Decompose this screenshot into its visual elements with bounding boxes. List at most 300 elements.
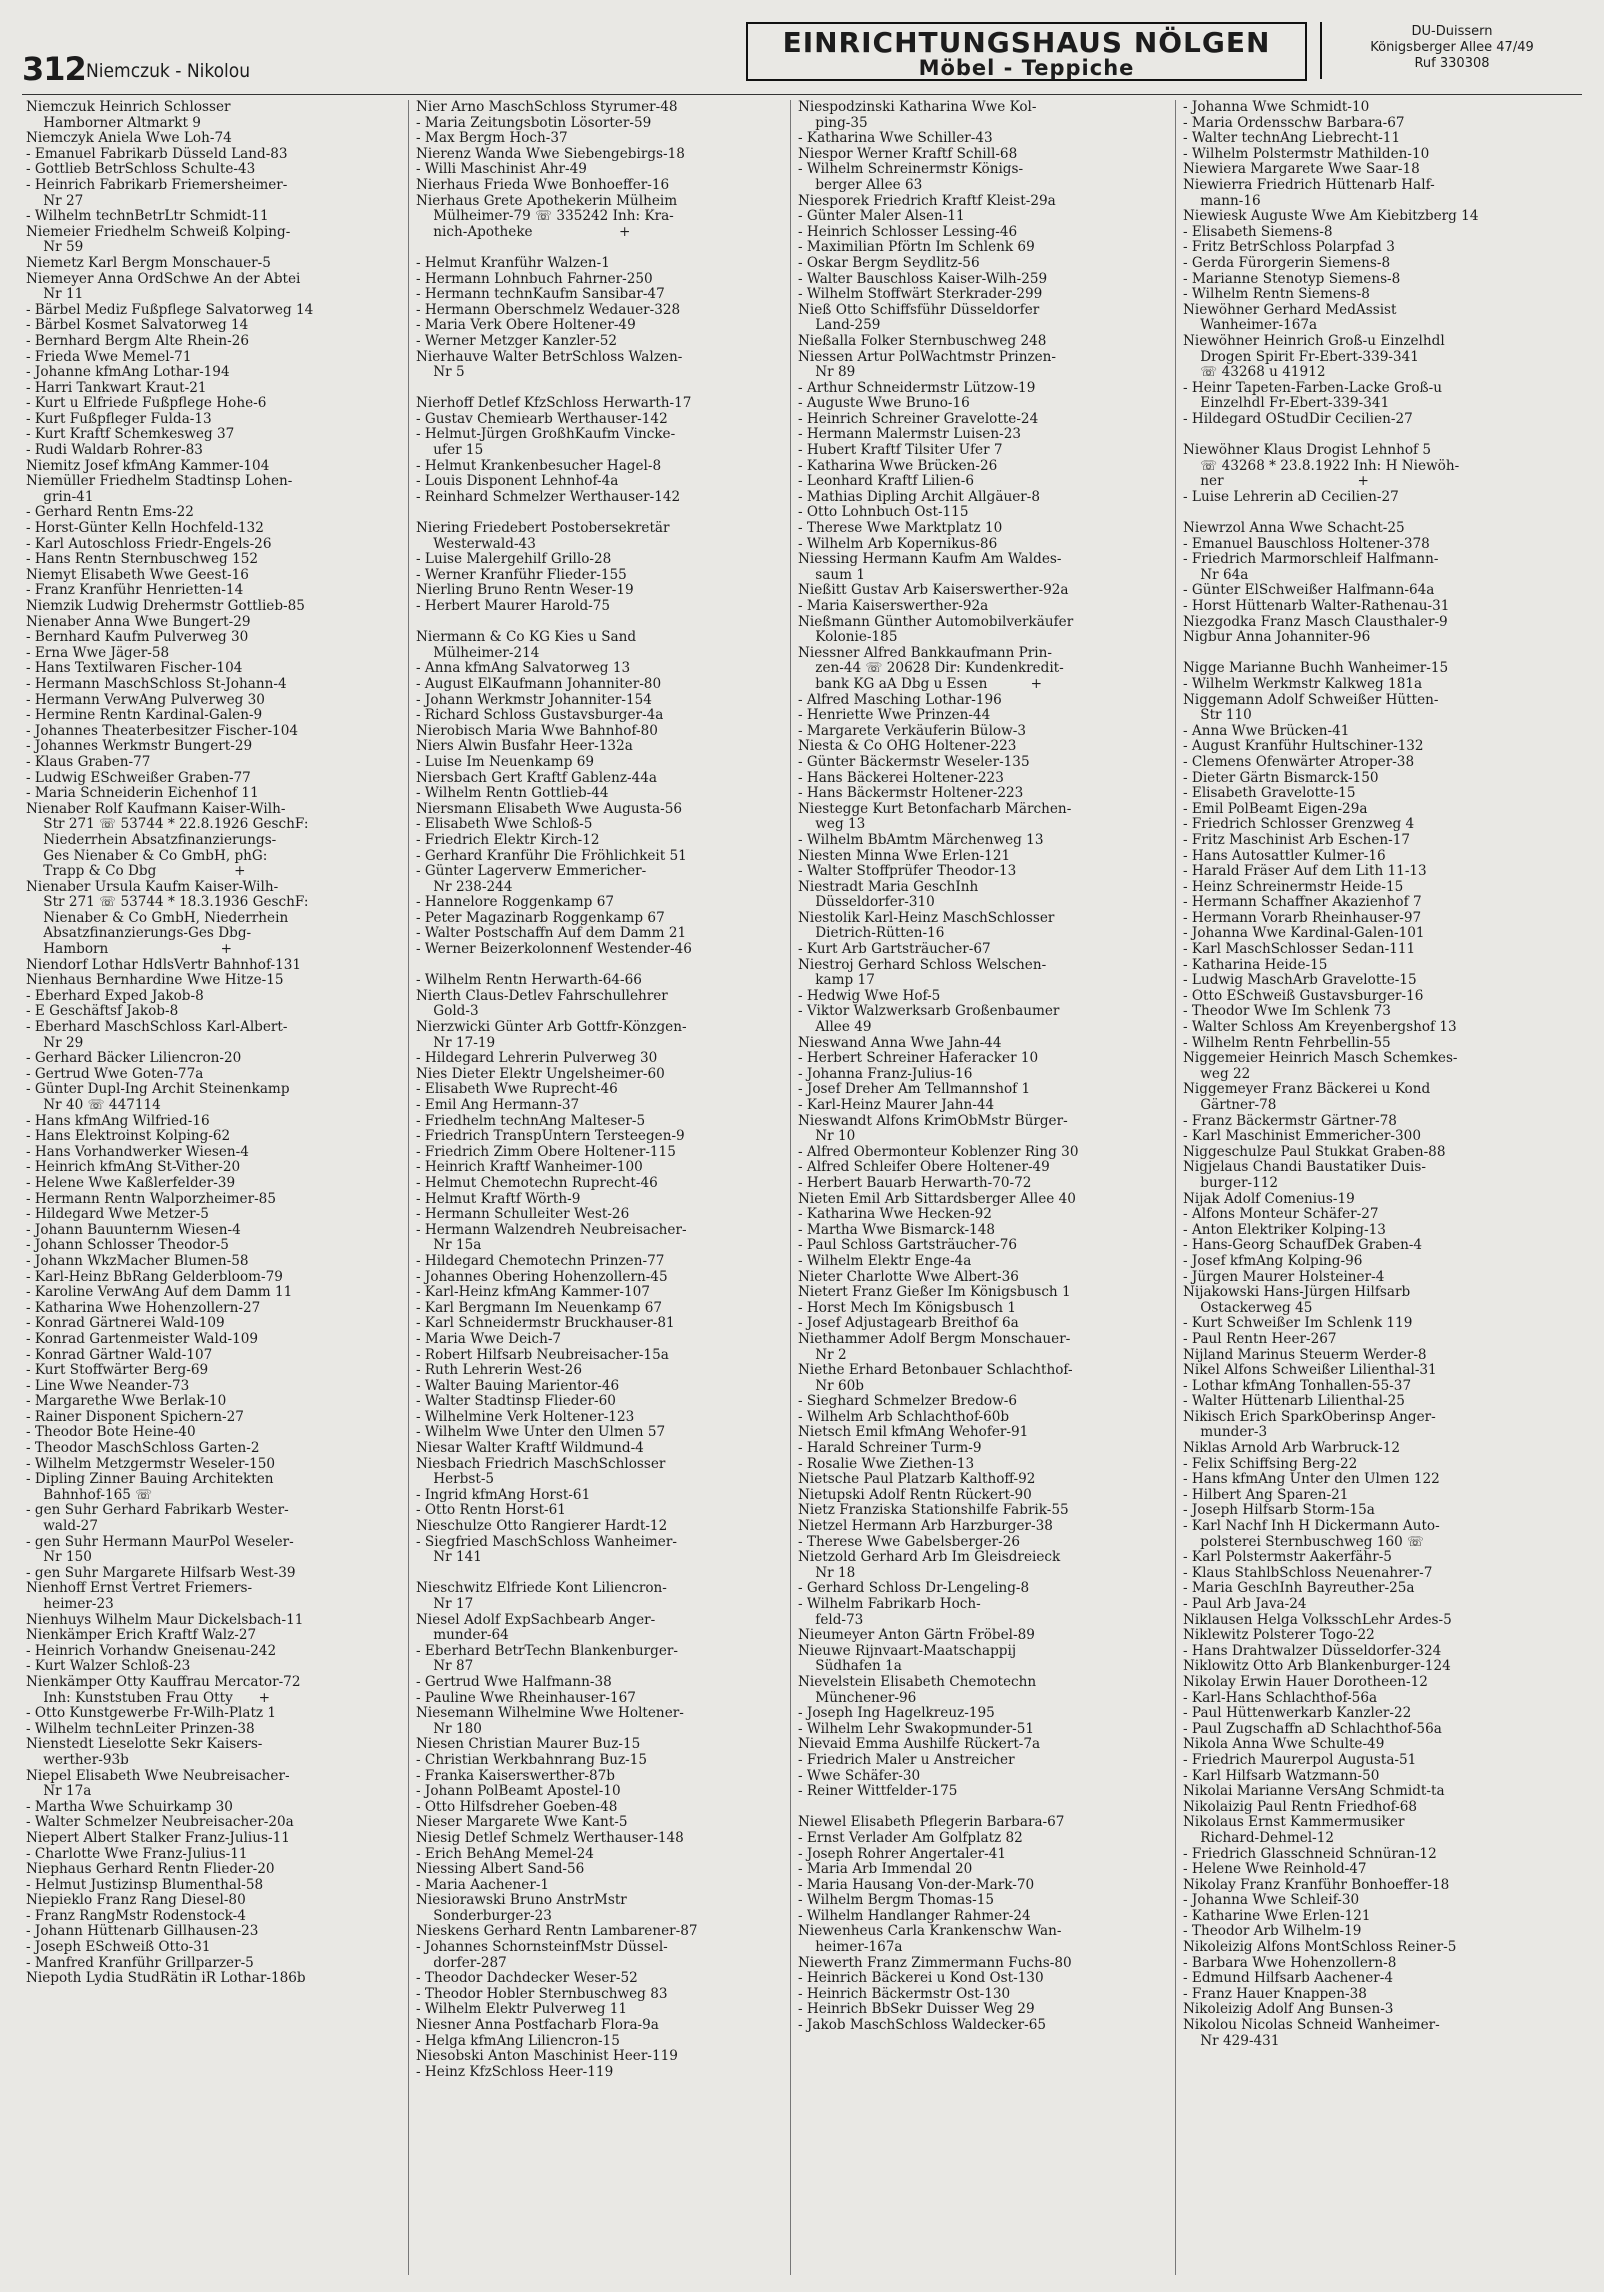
directory-entry-line: Nr 60b [798,1377,864,1394]
directory-entry-line: - Ruth Lehrerin West-26 [416,1362,582,1379]
directory-entry-line: Nietzold Gerhard Arb Im Gleisdreieck [798,1549,1061,1566]
directory-entry-line: - Hermann Lohnbuch Fahrner-250 [416,270,653,287]
directory-entry-line: - Helmut Kraftf Wörth-9 [416,1190,581,1207]
directory-entry-line: - Gustav Chemiearb Werthauser-142 [416,410,668,427]
directory-entry-line: - Auguste Wwe Bruno-16 [798,395,970,412]
directory-entry-line: Niesten Minna Wwe Erlen-121 [798,847,1011,864]
directory-entry-line: - Günter Maler Alsen-11 [798,208,965,225]
directory-entry-line: - Katharina Wwe Hecken-92 [798,1206,992,1223]
directory-entry-line: - Clemens Ofenwärter Atroper-38 [1183,753,1415,770]
ad-title: EINRICHTUNGSHAUS NÖLGEN [782,26,1271,59]
directory-entry-line: - Harri Tankwart Kraut-21 [26,379,207,396]
directory-entry-line: - Hans Textilwaren Fischer-104 [26,660,243,677]
directory-entry-line: Niklewitz Polsterer Togo-22 [1183,1627,1375,1644]
directory-entry-line: - Walter Schloss Am Kreyenbergshof 13 [1183,1019,1457,1036]
directory-entry-line: - Kurt Arb Gartsträucher-67 [798,941,991,958]
directory-entry-line: feld-73 [798,1611,864,1628]
directory-entry-line: - Paul Schloss Gartsträucher-76 [798,1237,1017,1254]
directory-entry-line: - Anton Elektriker Kolping-13 [1183,1221,1386,1238]
directory-entry-line: Nr 141 [416,1549,482,1566]
directory-entry-line: - Maximilian Pförtn Im Schlenk 69 [798,239,1035,256]
directory-entry-line: Nikoleizig Alfons MontSchloss Reiner-5 [1183,1939,1457,1956]
directory-entry-line: - Hermann Malermstr Luisen-23 [798,426,1021,443]
directory-entry-line: mann-16 [1183,192,1261,209]
directory-entry-line: Ges Nienaber & Co GmbH, phG: [26,847,268,864]
directory-entry-line: - Karl Polstermstr Aakerfähr-5 [1183,1549,1392,1566]
directory-entry-line: - Walter Bauing Marientor-46 [416,1377,620,1394]
directory-entry-line: - Josef Dreher Am Tellmannshof 1 [798,1081,1031,1098]
directory-entry-line: Münchener-96 [798,1689,917,1706]
directory-entry-line: Nr 150 [26,1549,92,1566]
directory-entry-line: - Kurt Kraftf Schemkesweg 37 [26,426,235,443]
directory-entry-line: Niewöhner Klaus Drogist Lehnhof 5 [1183,442,1432,459]
directory-entry-line: Nießitt Gustav Arb Kaiserswerther-92a [798,582,1069,599]
directory-entry-line: Dietrich-Rütten-16 [798,925,945,942]
directory-entry-line: - Johann Hüttenarb Gillhausen-23 [26,1923,259,1940]
directory-entry-line: Nievaid Emma Aushilfe Rückert-7a [798,1736,1041,1753]
directory-entry-line: - Rainer Disponent Spichern-27 [26,1408,244,1425]
directory-entry-line: - Luise Im Neuenkamp 69 [416,753,595,770]
directory-entry-line: Nierth Claus-Detlev Fahrschullehrer [416,987,668,1004]
directory-entry-line: - Helmut-Jürgen GroßhKaufm Vincke- [416,426,676,443]
directory-entry-line: Niendorf Lothar HdlsVertr Bahnhof-131 [26,956,302,973]
directory-entry-line: Nigjelaus Chandi Baustatiker Duis- [1183,1159,1426,1176]
directory-entry-line: - Erna Wwe Jäger-58 [26,644,170,661]
directory-entry-line: Richard-Dehmel-12 [1183,1829,1335,1846]
directory-entry-line: - Kurt u Elfriede Fußpflege Hohe-6 [26,395,267,412]
directory-entry-line: Niesner Anna Postfacharb Flora-9a [416,2017,659,2034]
directory-entry-line: - Heinrich Schlosser Lessing-46 [798,223,1018,240]
directory-entry-line: - Friedrich Marmorschleif Halfmann- [1183,551,1439,568]
directory-entry-line: - Joseph Hilfsarb Storm-15a [1183,1502,1375,1519]
directory-entry-line: Nieswandt Alfons KrimObMstr Bürger- [798,1112,1068,1129]
directory-entry-line: - Wilhelm Rentn Fehrbellin-55 [1183,1034,1391,1051]
directory-entry-line: Niesporek Friedrich Kraftf Kleist-29a [798,192,1056,209]
directory-entry-line: - Elisabeth Siemens-8 [1183,223,1333,240]
directory-entry-line: - Dipling Zinner Bauing Architekten [26,1471,274,1488]
directory-entry-line: Nienaber & Co GmbH, Niederrhein [26,909,289,926]
directory-entry-line: - Karl MaschSchlosser Sedan-111 [1183,941,1416,958]
directory-entry-line: - Wilhelm Rentn Gottlieb-44 [416,785,609,802]
directory-entry-line: - Wilhelm Rentn Siemens-8 [1183,286,1370,303]
directory-entry-line: - Friedrich Elektr Kirch-12 [416,831,600,848]
directory-entry-line: Niklowitz Otto Arb Blankenburger-124 [1183,1658,1451,1675]
directory-entry-line: Niestroj Gerhard Schloss Welschen- [798,956,1047,973]
directory-entry-line: Niemüller Friedhelm Stadtinsp Lohen- [26,473,293,490]
ad-city: DU-Duissern [1411,24,1493,39]
directory-entry-line: - gen Suhr Gerhard Fabrikarb Wester- [26,1502,289,1519]
directory-entry-line: Niesemann Wilhelmine Wwe Holtener- [416,1705,684,1722]
directory-entry-line: Herbst-5 [416,1471,495,1488]
directory-entry-line: Nierhaus Frieda Wwe Bonhoeffer-16 [416,176,670,193]
directory-entry-line: - Otto ESchweiß Gustavsburger-16 [1183,987,1424,1004]
directory-entry-line: - Ernst Verlader Am Golfplatz 82 [798,1829,1023,1846]
directory-entry-line: Nr 59 [26,239,84,256]
directory-entry-line: - Dieter Gärtn Bismarck-150 [1183,769,1379,786]
directory-entry-line: - Robert Hilfsarb Neubreisacher-15a [416,1346,669,1363]
directory-entry-line: Niggemann Adolf Schweißer Hütten- [1183,691,1439,708]
directory-entry-line: - Friedrich Schlosser Grenzweg 4 [1183,816,1415,833]
directory-entry-line: Nienaber Ursula Kaufm Kaiser-Wilh- [26,878,279,895]
directory-entry-line: Nijland Marinus Steuerm Werder-8 [1183,1346,1427,1363]
directory-entry-line: - Jakob MaschSchloss Waldecker-65 [798,2017,1047,2034]
directory-entry-line: Niesiorawski Bruno AnstrMstr [416,1892,627,1909]
directory-entry-line: Nijakowski Hans-Jürgen Hilfsarb [1183,1284,1411,1301]
directory-entry-line: - Johann Schlosser Theodor-5 [26,1237,229,1254]
directory-entry-line: Niestradt Maria GeschInh [798,878,979,895]
directory-entry-line: Nieschwitz Elfriede Kont Liliencron- [416,1580,667,1597]
directory-entry-line [416,381,791,397]
directory-entry-line: - Gerhard Rentn Ems-22 [26,504,194,521]
directory-entry-line: - Friedrich TranspUntern Tersteegen-9 [416,1128,685,1145]
directory-entry-line: Niemeyer Anna OrdSchwe An der Abtei [26,270,301,287]
directory-entry-line: Mülheimer-214 [416,644,540,661]
directory-entry-line: - Max Bergm Hoch-37 [416,130,568,147]
directory-entry-line: - Barbara Wwe Hohenzollern-8 [1183,1954,1397,1971]
directory-entry-line: - Wilhelm technLeiter Prinzen-38 [26,1720,255,1737]
directory-entry-line: Nienhuys Wilhelm Maur Dickelsbach-11 [26,1611,304,1628]
directory-entry-line: - Theodor Arb Wilhelm-19 [1183,1923,1362,1940]
directory-entry-line: - Heinrich kfmAng St-Vither-20 [26,1159,241,1176]
directory-entry-line: - Wilhelm Wwe Unter den Ulmen 57 [416,1424,666,1441]
directory-entry-line: - Hans Elektroinst Kolping-62 [26,1128,231,1145]
directory-entry-line: - Hermann VerwAng Pulverweg 30 [26,691,265,708]
directory-entry-line: munder-3 [1183,1424,1268,1441]
directory-entry-line: burger-112 [1183,1174,1279,1191]
directory-entry-line: - Konrad Gärtner Wald-107 [26,1346,213,1363]
directory-entry-line: Nikolay Erwin Hauer Dorotheen-12 [1183,1673,1428,1690]
directory-entry-line: Niggemeier Heinrich Masch Schemkes- [1183,1050,1458,1067]
directory-entry-line: Inh: Kunststuben Frau Otty + [26,1689,271,1706]
directory-entry-line: zen-44 ☏ 20628 Dir: Kundenkredit- [798,660,1064,677]
directory-entry-line: - Fritz Maschinist Arb Eschen-17 [1183,831,1411,848]
directory-entry-line: - E Geschäftsf Jakob-8 [26,1003,179,1020]
directory-entry-line: heimer-23 [26,1596,114,1612]
directory-entry-line: Absatzfinanzierungs-Ges Dbg- [26,925,252,942]
column-3 [798,100,1173,2280]
directory-entry-line: - Maria Verk Obere Holtener-49 [416,317,636,334]
directory-entry-line: - Heinr Tapeten-Farben-Lacke Groß-u [1183,379,1442,396]
directory-entry-line: Gärtner-78 [1183,1097,1277,1113]
directory-entry-line: - Helmut Kranführ Walzen-1 [416,254,610,271]
directory-entry-line: - Hans Vorhandwerker Wiesen-4 [26,1143,249,1160]
directory-entry-line: - Elisabeth Wwe Schloß-5 [416,816,593,833]
directory-entry-line: - Manfred Kranführ Grillparzer-5 [26,1954,254,1971]
directory-entry-line: Drogen Spirit Fr-Ebert-339-341 [1183,348,1419,365]
directory-entry-line: - Bernhard Kaufm Pulverweg 30 [26,629,249,646]
directory-entry-line: - Johannes Theaterbesitzer Fischer-104 [26,722,299,739]
directory-entry-line: Nierzwicki Günter Arb Gottfr-Könzgen- [416,1019,687,1036]
directory-entry-line: saum 1 [798,566,865,583]
directory-entry-line: - Harald Fräser Auf dem Lith 11-13 [1183,863,1427,880]
directory-entry-line: ☏ 43268 u 41912 [1183,364,1326,381]
directory-entry-line: - Viktor Walzwerksarb Großenbaumer [798,1003,1060,1020]
directory-entry-line: Nievelstein Elisabeth Chemotechn [798,1673,1037,1690]
directory-entry-line: Ostackerweg 45 [1183,1299,1313,1316]
directory-entry-line: - Alfred Schleifer Obere Holtener-49 [798,1159,1050,1176]
directory-entry-line: - Werner Kranführ Flieder-155 [416,566,627,583]
directory-entry-line: Nikolou Nicolas Schneid Wanheimer- [1183,2017,1440,2034]
directory-entry-line: - Walter Postschaffn Auf dem Damm 21 [416,925,687,942]
directory-entry-line: kamp 17 [798,972,875,989]
directory-entry-line: - Wilhelm Polstermstr Mathilden-10 [1183,145,1430,162]
directory-entry-line: - Hermann Vorarb Rheinhauser-97 [1183,909,1422,926]
directory-entry-line: Nieser Margarete Wwe Kant-5 [416,1814,628,1831]
directory-entry-line: Nietupski Adolf Rentn Rückert-90 [798,1486,1032,1503]
directory-entry-line: Niewel Elisabeth Pflegerin Barbara-67 [798,1814,1065,1831]
directory-entry-line: - Maria Ordensschw Barbara-67 [1183,114,1405,131]
directory-entry-line: Niepoth Lydia StudRätin iR Lothar-186b [26,1970,306,1987]
directory-entry-line: - Erich BehAng Memel-24 [416,1845,594,1862]
directory-entry-line: - Katharina Wwe Hohenzollern-27 [26,1299,261,1316]
directory-entry-line: - Hans kfmAng Unter den Ulmen 122 [1183,1471,1440,1488]
directory-entry-line: Str 271 ☏ 53744 * 22.8.1926 GeschF: [26,816,309,833]
directory-entry-line: Niggeschulze Paul Stukkat Graben-88 [1183,1143,1446,1160]
directory-entry-line: Niederrhein Absatzfinanzierungs- [26,831,277,848]
directory-entry-line: Niggemeyer Franz Bäckerei u Kond [1183,1081,1431,1098]
directory-entry-line: Wanheimer-167a [1183,317,1318,334]
directory-entry-line: Nr 238-244 [416,878,513,895]
directory-entry-line: - Hannelore Roggenkamp 67 [416,894,614,911]
directory-entry-line: - Karl-Heinz Maurer Jahn-44 [798,1097,995,1113]
directory-entry-line: - Franz Kranführ Henrietten-14 [26,582,244,599]
directory-entry-line: Niethe Erhard Betonbauer Schlachthof- [798,1362,1073,1379]
directory-entry-line: Nieß Otto Schiffsführ Düsseldorfer [798,301,1040,318]
directory-entry-line: - Wilhelm Arb Schlachthof-60b [798,1408,1010,1425]
directory-entry-line: - Luise Lehrerin aD Cecilien-27 [1183,488,1399,505]
directory-entry-line: - Kurt Fußpfleger Fulda-13 [26,410,212,427]
directory-entry-line: - Heinrich Bäckerei u Kond Ost-130 [798,1970,1044,1987]
directory-entry-line: - Hubert Kraftf Tilsiter Ufer 7 [798,442,1003,459]
directory-entry-line: - Peter Magazinarb Roggenkamp 67 [416,909,665,926]
directory-entry-line: - Maria Aachener-1 [416,1876,550,1893]
directory-entry-line: - Eberhard BetrTechn Blankenburger- [416,1642,678,1659]
directory-entry-line [798,1800,1173,1816]
directory-entry-line: bank KG aA Dbg u Essen + [798,675,1042,692]
directory-entry-line: - Hildegard OStudDir Cecilien-27 [1183,410,1413,427]
directory-entry-line: Niemyt Elisabeth Wwe Geest-16 [26,566,249,583]
directory-entry-line: - Gerhard Bäcker Liliencron-20 [26,1050,242,1067]
directory-entry-line: - Herbert Maurer Harold-75 [416,598,611,614]
directory-entry-line: - Johannes Obering Hohenzollern-45 [416,1268,668,1285]
directory-entry-line: Nienaber Anna Wwe Bungert-29 [26,613,251,630]
directory-entry-line: Niesar Walter Kraftf Wildmund-4 [416,1440,644,1457]
directory-entry-line: Niephaus Gerhard Rentn Flieder-20 [26,1861,275,1878]
directory-entry-line: - Hilbert Ang Sparen-21 [1183,1486,1349,1503]
directory-entry-line: - August Kranführ Hultschiner-132 [1183,738,1424,755]
directory-entry-line: Nikola Anna Wwe Schulte-49 [1183,1736,1385,1753]
directory-entry-line: - Wilhelm Stoffwärt Sterkrader-299 [798,286,1043,303]
directory-entry-line: - Eberhard Exped Jakob-8 [26,987,204,1004]
directory-entry-line: - Hermann Oberschmelz Wedauer-328 [416,301,681,318]
directory-entry-line: - Heinrich Fabrikarb Friemersheimer- [26,176,288,193]
directory-entry-line: Nierobisch Maria Wwe Bahnhof-80 [416,722,658,739]
directory-entry-line: Niepert Albert Stalker Franz-Julius-11 [26,1829,290,1846]
directory-entry-line: - Maria Wwe Deich-7 [416,1330,562,1347]
directory-entry-line: - Günter Bäckermstr Weseler-135 [798,753,1030,770]
directory-entry-line: - Luise Malergehilf Grillo-28 [416,551,612,568]
directory-entry-line: munder-64 [416,1627,509,1644]
directory-entry-line: Nr 5 [416,364,465,381]
directory-entry-line: - Joseph Rohrer Angertaler-41 [798,1845,1007,1862]
directory-entry-line: - Anna kfmAng Salvatorweg 13 [416,660,631,677]
directory-entry-line: Nieumeyer Anton Gärtn Fröbel-89 [798,1627,1035,1644]
directory-entry-line [1183,505,1558,521]
directory-entry-line: - Bärbel Kosmet Salvatorweg 14 [26,317,249,334]
directory-entry-line: - Hans Drahtwalzer Düsseldorfer-324 [1183,1642,1442,1659]
directory-entry-line: Niemeier Friedhelm Schweiß Kolping- [26,223,291,240]
directory-entry-line: - Gertrud Wwe Goten-77a [26,1065,204,1082]
directory-entry-line: - Wilhelm Elektr Enge-4a [798,1252,972,1269]
directory-entry-line: - Johannes Werkmstr Bungert-29 [26,738,253,755]
directory-entry-line: Nr 64a [1183,566,1249,583]
directory-entry-line: - Willi Maschinist Ahr-49 [416,161,587,178]
directory-entry-line: - Hermann Schulleiter West-26 [416,1206,630,1223]
directory-entry-line: - Walter Stoffprüfer Theodor-13 [798,863,1017,880]
ad-subtitle: Möbel - Teppiche [918,56,1135,80]
directory-entry-line: - Maria Zeitungsbotin Lösorter-59 [416,114,652,131]
directory-entry-line: Nr 29 [26,1034,84,1051]
directory-entry-line: - Friedrich Glasschneid Schnüran-12 [1183,1845,1437,1862]
directory-entry-line: - Herbert Bauarb Herwarth-70-72 [798,1174,1032,1191]
directory-entry-line: - Hedwig Wwe Hof-5 [798,987,941,1004]
directory-entry-line: - Johanne kfmAng Lothar-194 [26,364,230,381]
directory-entry-line: - Theodor Wwe Im Schlenk 73 [1183,1003,1391,1020]
directory-entry-line: Nieten Emil Arb Sittardsberger Allee 40 [798,1190,1076,1207]
directory-entry-line: Nr 2 [798,1346,847,1363]
directory-entry-line: - Marianne Stenotyp Siemens-8 [1183,270,1401,287]
directory-entry-line: - Wilhelm Handlanger Rahmer-24 [798,1907,1031,1924]
directory-entry-line: Niersbach Gert Kraftf Gablenz-44a [416,769,658,786]
directory-entry-line: Nikolai Marianne VersAng Schmidt-ta [1183,1783,1445,1800]
directory-entry-line: Str 110 [1183,707,1252,724]
directory-entry-line: - Kurt Walzer Schloß-23 [26,1658,191,1675]
directory-entry-line: - Johann Werkmstr Johanniter-154 [416,691,652,708]
directory-entry-line: - Gertrud Wwe Halfmann-38 [416,1673,612,1690]
directory-entry-line: - Christian Werkbahnrang Buz-15 [416,1751,648,1768]
directory-entry-line: Niepel Elisabeth Wwe Neubreisacher- [26,1767,290,1784]
directory-entry-line: Niewierra Friedrich Hüttenarb Half- [1183,176,1435,193]
directory-entry-line: Nigbur Anna Johanniter-96 [1183,629,1371,646]
directory-entry-line: Nikel Alfons Schweißer Lilienthal-31 [1183,1362,1437,1379]
directory-entry-line: - Heinrich Bäckermstr Ost-130 [798,1985,1011,2002]
ad-phone: Ruf 330308 [1414,56,1490,71]
directory-entry-line: - Arthur Schneidermstr Lützow-19 [798,379,1036,396]
directory-entry-line: - Margarete Verkäuferin Bülow-3 [798,722,1026,739]
directory-entry-line: - Otto Kunstgewerbe Fr-Wilh-Platz 1 [26,1705,277,1722]
directory-entry-line: Gold-3 [416,1003,479,1020]
directory-entry-line: weg 13 [798,816,866,833]
directory-entry-line: Nietsche Paul Platzarb Kalthoff-92 [798,1471,1036,1488]
directory-entry-line: Trapp & Co Dbg + [26,863,246,880]
directory-entry-line: - gen Suhr Hermann MaurPol Weseler- [26,1533,294,1550]
directory-entry-line: Niezgodka Franz Masch Clausthaler-9 [1183,613,1448,630]
directory-entry-line: Niewöhner Gerhard MedAssist [1183,301,1397,318]
directory-entry-line: - Walter Bauschloss Kaiser-Wilh-259 [798,270,1048,287]
directory-entry-line: Nr 180 [416,1720,482,1737]
directory-entry-line: - Heinrich Schreiner Gravelotte-24 [798,410,1039,427]
directory-entry-line: Nr 15a [416,1237,482,1254]
directory-entry-line: - Hermann technKaufm Sansibar-47 [416,286,665,303]
directory-entry-line: - Gerhard Schloss Dr-Lengeling-8 [798,1580,1030,1597]
directory-entry-line: polsterei Sternbuschweg 160 ☏ [1183,1533,1425,1550]
directory-entry-line: - Oskar Bergm Seydlitz-56 [798,254,980,271]
directory-entry-line: - Karl Schneidermstr Bruckhauser-81 [416,1315,675,1332]
directory-entry-line: - Wilhelm Lehr Swakopmunder-51 [798,1720,1035,1737]
directory-entry-line: Nr 17a [26,1783,92,1800]
directory-entry-line: Nr 89 [798,364,856,381]
directory-entry-line: - Klaus StahlbSchloss Neuenahrer-7 [1183,1564,1433,1581]
directory-entry-line: - Helmut Justizinsp Blumenthal-58 [26,1876,264,1893]
directory-entry-line: - Charlotte Wwe Franz-Julius-11 [26,1845,248,1862]
directory-entry-line: - Rudi Waldarb Rohrer-83 [26,442,203,459]
directory-entry-line: - Gerhard Kranführ Die Fröhlichkeit 51 [416,847,687,864]
directory-entry-line: Nies Dieter Elektr Ungelsheimer-60 [416,1065,665,1082]
directory-entry-line: - Hermann Rentn Walporzheimer-85 [26,1190,276,1207]
directory-entry-line: - Alfred Obermonteur Koblenzer Ring 30 [798,1143,1079,1160]
directory-entry-line: Nieskens Gerhard Rentn Lambarener-87 [416,1923,698,1940]
directory-entry-line: - Martha Wwe Schuirkamp 30 [26,1798,233,1815]
directory-entry-line: - Elisabeth Gravelotte-15 [1183,785,1356,802]
directory-entry-line: - Karl-Hans Schlachthof-56a [1183,1689,1378,1706]
directory-entry-line: - Werner Beizerkolonnenf Westender-46 [416,941,692,958]
directory-entry-line: - Katharina Wwe Brücken-26 [798,457,998,474]
directory-entry-line: - Otto Hilfsdreher Goeben-48 [416,1798,618,1815]
directory-entry-line: - Maria Arb Immendal 20 [798,1861,973,1878]
directory-entry-line: - Edmund Hilfsarb Aachener-4 [1183,1970,1394,1987]
directory-entry-line: Niewrzol Anna Wwe Schacht-25 [1183,520,1405,537]
directory-entry-line: - Jürgen Maurer Holsteiner-4 [1183,1268,1385,1285]
directory-entry-line: Str 271 ☏ 53744 * 18.3.1936 GeschF: [26,894,309,911]
column-4 [1183,100,1558,2280]
directory-entry-line: - Kurt Schweißer Im Schlenk 119 [1183,1315,1413,1332]
directory-entry-line: Niewöhner Heinrich Groß-u Einzelhdl [1183,332,1445,349]
directory-entry-line: - Horst-Günter Kelln Hochfeld-132 [26,520,264,537]
directory-entry-line: Niessner Alfred Bankkaufmann Prin- [798,644,1053,661]
directory-entry-line: Nr 87 [416,1658,474,1675]
directory-entry-line [1183,427,1558,443]
directory-entry-line: - Joseph ESchweiß Otto-31 [26,1939,211,1956]
directory-entry-line: - Louis Disponent Lehnhof-4a [416,473,619,490]
directory-entry-line: - Otto Lohnbuch Ost-115 [798,504,969,521]
directory-entry-line: - Hans Bäckermstr Holtener-223 [798,785,1024,802]
directory-entry-line: Nießmann Günther Automobilverkäufer [798,613,1074,630]
directory-entry-line: Nierenz Wanda Wwe Siebengebirgs-18 [416,145,685,162]
header-rule [22,94,1582,95]
directory-entry-line: - Friedrich Maurerpol Augusta-51 [1183,1751,1417,1768]
directory-entry-line: - Maria Schneiderin Eichenhof 11 [26,785,259,802]
directory-entry-line: - Lothar kfmAng Tonhallen-55-37 [1183,1377,1412,1394]
directory-entry-line: - Wilhelm BbAmtm Märchenweg 13 [798,831,1044,848]
directory-entry-line: - Eberhard MaschSchloss Karl-Albert- [26,1019,288,1036]
directory-entry-line: Nienaber Rolf Kaufmann Kaiser-Wilh- [26,800,286,817]
directory-entry-line: Nr 11 [26,286,84,303]
page-range-header: Niemczuk - Nikolou [86,60,251,82]
directory-entry-line: - Franka Kaiserswerther-87b [416,1767,616,1784]
directory-entry-line: - Maria Hausang Von-der-Mark-70 [798,1876,1035,1893]
ad-address [1320,22,1582,79]
directory-entry-line: - Paul Hüttenwerkarb Kanzler-22 [1183,1705,1412,1722]
directory-entry-line: Nienhoff Ernst Vertret Friemers- [26,1580,253,1597]
directory-entry-line: Nier Arno MaschSchloss Styrumer-48 [416,100,678,115]
directory-entry-line: Niespor Werner Kraftf Schill-68 [798,145,1018,162]
directory-entry-line: Sonderburger-23 [416,1907,552,1924]
directory-entry-line: - Kurt Stoffwärter Berg-69 [26,1362,209,1379]
directory-entry-line [416,505,791,521]
directory-entry-line: Niewiesk Auguste Wwe Am Kiebitzberg 14 [1183,208,1479,225]
directory-entry-line: dorfer-287 [416,1954,507,1971]
directory-entry-line: heimer-167a [798,1939,903,1956]
